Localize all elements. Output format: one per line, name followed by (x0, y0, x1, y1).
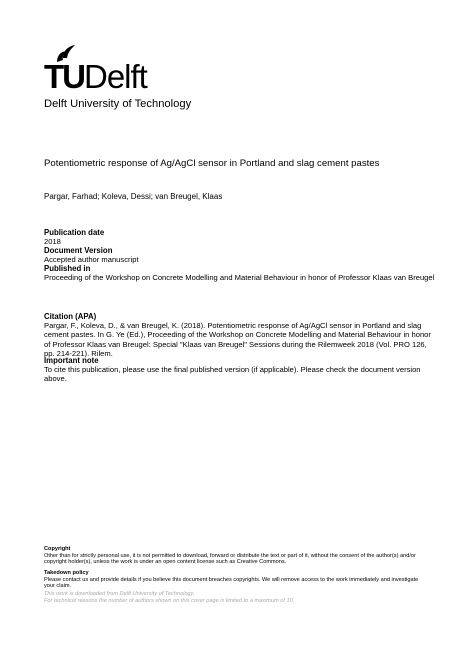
document-version-section (44, 246, 436, 264)
citation-section (44, 312, 436, 358)
takedown-value: Please contact us and provide details if you believe this document breaches copyrights. We will remove access to the work immediately and investigate your claim. (44, 576, 419, 590)
important-note-value: To cite this publication, please use the final published version (if applicable). Please check the document version above. (44, 365, 421, 384)
published-in-section (44, 264, 436, 282)
copyright-section (44, 546, 424, 566)
document-title: Potentiometric response of Ag/AgCl sensor in Portland and slag cement pastes (44, 158, 380, 169)
footer-line-1: This work is downloaded from Delft University of Technology. (44, 591, 195, 597)
footer-notice (44, 591, 424, 604)
logo-delft: Delft (84, 58, 147, 95)
takedown-section (44, 570, 424, 590)
copyright-label: Copyright (44, 546, 71, 552)
important-note-section (44, 356, 436, 384)
logo-tu: TU (44, 58, 84, 95)
document-version-label: Document Version (44, 246, 113, 255)
citation-value: Pargar, F., Koleva, D., & van Breugel, K. (2018). Potentiometric response of Ag/AgCl sensor in Portland and slag cement pastes. In G. Ye (Ed.), Proceeding of the Workshop on Concrete Modelling and Material Behaviour in honor of Professor Klaas van Breugel: Special "Klaas van Breugel" Sessions during the Rilemweek 2018 (Vol. PRO 126, pp. 214-221). Rilem. (44, 321, 431, 358)
publication-date-section (44, 228, 436, 246)
published-in-value: Proceeding of the Workshop on Concrete Modelling and Material Behaviour in honor of Professor Klaas van Breugel (44, 273, 435, 283)
takedown-label: Takedown policy (44, 570, 89, 576)
important-note-label: Important note (44, 356, 99, 365)
tu-delft-logo (44, 60, 147, 93)
copyright-value: Other than for strictly personal use, it is not permitted to download, forward or distribute the text or part of it, without the consent of the author(s) and/or copyright holder(s), unless the work is under an open content license such as Creative Commons. (44, 552, 416, 566)
institution-name: Delft University of Technology (44, 98, 192, 110)
publication-date-value: 2018 (44, 237, 61, 247)
citation-label: Citation (APA) (44, 312, 97, 321)
footer-line-2: For technical reasons the number of authors shown on this cover page is limited to a maximum of 10. (44, 597, 295, 604)
publication-date-label: Publication date (44, 228, 105, 237)
published-in-label: Published in (44, 264, 91, 273)
authors: Pargar, Farhad; Koleva, Dessi; van Breugel, Klaas (44, 192, 223, 201)
document-version-value: Accepted author manuscript (44, 255, 139, 265)
